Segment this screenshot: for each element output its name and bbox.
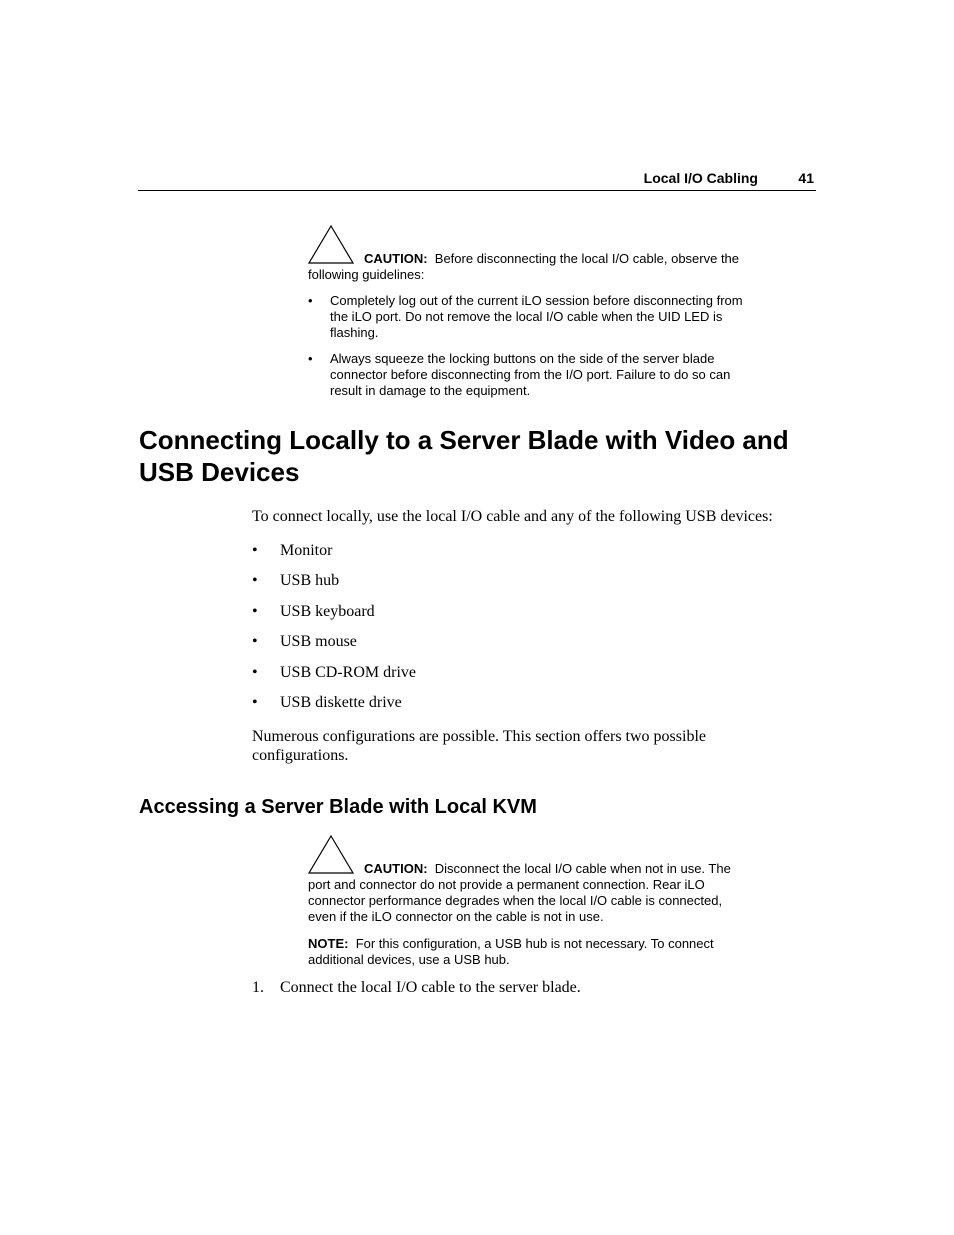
page-number: 41: [798, 170, 814, 186]
caution-body-2: Disconnect the local I/O cable when not in use. The port and connector do not provide a permanent connection. Rear iLO connector performance degrades when the local I/O cable is connected, even if the iLO connector on the cable is not in use.: [308, 861, 731, 924]
list-item: • Completely log out of the current iLO session before disconnecting from the iLO port. Do not remove the local I/O cable when the UID LED is flashing.: [308, 293, 743, 340]
list-item: • USB CD-ROM drive: [252, 663, 417, 681]
list-item: • USB mouse: [252, 633, 357, 651]
list-item: • USB diskette drive: [252, 693, 402, 711]
note-block: [308, 936, 758, 968]
running-header: [138, 168, 816, 191]
caution-triangle-icon: [308, 225, 354, 265]
caution-label-1: CAUTION:: [364, 251, 428, 266]
section-closing: Numerous configurations are possible. This section offers two possible configurations.: [252, 728, 706, 764]
caution-body-1: Before disconnecting the local I/O cable, observe the following guidelines:: [308, 251, 740, 282]
list-item: • Always squeeze the locking buttons on the side of the server blade connector before disconnecting from the I/O port. Failure to do so can result in damage to the equipment.: [308, 351, 731, 398]
subsection-title: Accessing a Server Blade with Local KVM: [139, 796, 537, 818]
caution-block-1: [308, 225, 754, 409]
caution-bullets: [308, 293, 754, 399]
step-list: [252, 978, 581, 997]
list-item: • Monitor: [252, 542, 333, 559]
list-item: 1. Connect the local I/O cable to the server blade.: [252, 979, 581, 996]
caution-block-2: [308, 835, 748, 925]
note-text: For this configuration, a USB hub is not necessary. To connect additional devices, use a USB hub.: [308, 936, 714, 967]
device-list: [252, 541, 416, 723]
caution-triangle-icon: [308, 835, 354, 875]
note-label: NOTE:: [308, 936, 349, 951]
section-title: Connecting Locally to a Server Blade with Video and USB Devices: [139, 425, 789, 487]
caution-label-2: CAUTION:: [364, 861, 428, 876]
list-item: • USB hub: [252, 572, 340, 590]
section-intro: To connect locally, use the local I/O cable and any of the following USB devices:: [252, 508, 773, 525]
header-section-title: Local I/O Cabling: [643, 170, 758, 186]
caution-text-2: [308, 835, 748, 925]
list-item: • USB keyboard: [252, 602, 375, 620]
caution-text-1: [308, 225, 754, 283]
